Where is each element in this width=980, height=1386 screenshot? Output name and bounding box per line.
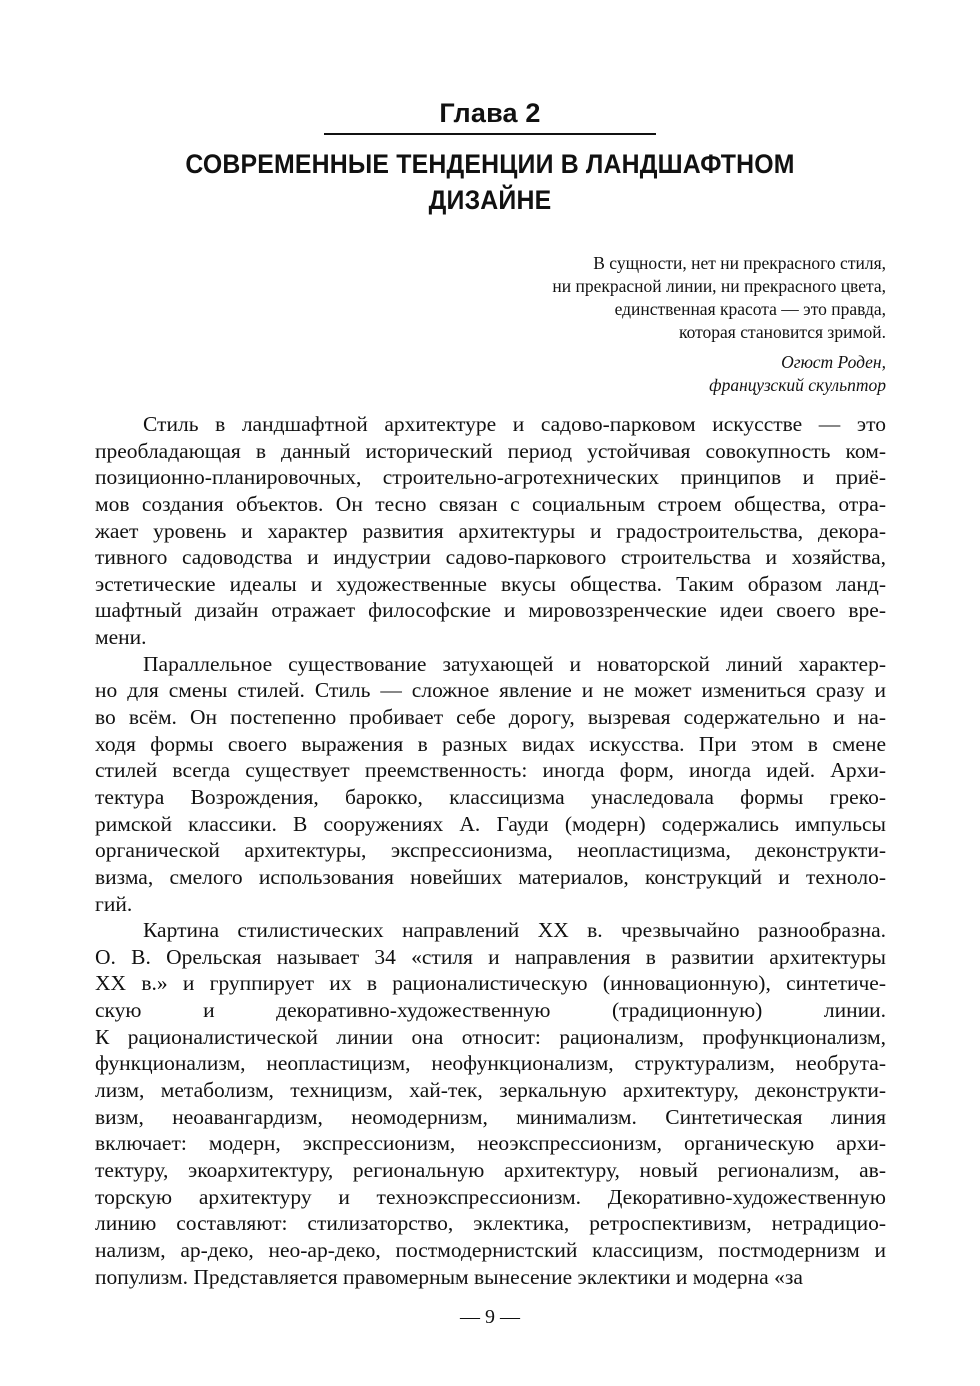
- chapter-rule: [324, 133, 656, 135]
- paragraph-line: преобладающая в данный исторический период устойчивая совокупность ком-: [95, 438, 886, 463]
- chapter-title-line: ДИЗАЙНЕ: [428, 185, 552, 215]
- paragraph-line: жает уровень и характер развития архитектуры и градостроительства, декора-: [95, 518, 886, 543]
- paragraph-line: Параллельное существование затухающей и новаторской линий характер-: [143, 651, 886, 676]
- paragraph-line: мов создания объектов. Он тесно связан с социальным строем общества, отра-: [95, 491, 886, 516]
- paragraph-line: но для смены стилей. Стиль — сложное явление и не может измениться сразу и: [95, 678, 886, 703]
- epigraph-line: ни прекрасной линии, ни прекрасного цвета,: [552, 276, 886, 296]
- paragraph-line: торскую архитектуру и техноэкспрессионизм. Декоративно-художественную: [95, 1184, 886, 1209]
- paragraph-line: Картина стилистических направлений XX в. чрезвычайно разнообразна.: [143, 918, 886, 943]
- paragraph-line: визм, неоавангардизм, неомодернизм, минимализм. Синтетическая линия: [95, 1104, 886, 1129]
- paragraph-line: функционализм, неопластицизм, неофункционализм, структурализм, необрута-: [95, 1051, 886, 1076]
- paragraph-line: во всём. Он постепенно пробивает себе дорогу, вызревая содержательно и на-: [95, 705, 886, 730]
- paragraph-line: эстетические идеалы и художественные вкусы общества. Таким образом ланд-: [95, 571, 886, 596]
- paragraph-line: скую и декоративно-художественную (традиционную) линии.: [95, 998, 886, 1023]
- paragraph-line: визма, смелого использования новейших материалов, конструкций и техноло-: [95, 864, 886, 889]
- paragraph: [95, 411, 886, 651]
- paragraph-line: тектура Возрождения, барокко, классицизма унаследовала формы греко-: [95, 784, 886, 809]
- paragraph-line: популизм. Представляется правомерным вынесение эклектики и модерна «за: [95, 1264, 803, 1289]
- epigraph-line: которая становится зримой.: [678, 322, 886, 342]
- paragraph-line: Стиль в ландшафтной архитектуре и садово-парковом искусстве — это: [143, 412, 886, 436]
- paragraph-line: включает: модерн, экспрессионизм, неоэкспрессионизм, органическую архи-: [95, 1131, 886, 1156]
- paragraph-line: мени.: [95, 625, 147, 650]
- epigraph-line: В сущности, нет ни прекрасного стиля,: [593, 253, 886, 273]
- paragraph-line: римской классики. В сооружениях А. Гауди (модерн) содержались импульсы: [95, 811, 886, 836]
- paragraph-line: лизм, метаболизм, техницизм, хай-тек, зеркальную архитектуру, деконструкти-: [95, 1078, 886, 1103]
- paragraph-line: тивного садоводства и индустрии садово-паркового строительства и хозяйства,: [95, 545, 886, 570]
- paragraph-line: стилей всегда существует преемственность: иногда форм, иногда идей. Архи-: [95, 758, 886, 783]
- chapter-title-line: СОВРЕМЕННЫЕ ТЕНДЕНЦИИ В ЛАНДШАФТНОМ: [185, 149, 795, 179]
- body-text: [95, 411, 886, 1290]
- paragraph-line: нализм, ар-деко, нео-ар-деко, постмодернистский классицизм, постмодернизм и: [95, 1237, 886, 1262]
- paragraph-line: ходя формы своего выражения в разных видах искусства. При этом в смене: [95, 731, 886, 756]
- paragraph-line: XX в.» и группирует их в рационалистическую (инновационную), синтетиче-: [95, 971, 886, 996]
- paragraph-line: О. В. Орельская называет 34 «стиля и направления в развитии архитектуры: [95, 944, 886, 969]
- epigraph-author: Огюст Роден,: [781, 352, 886, 372]
- paragraph-line: линию составляют: стилизаторство, эклектика, ретроспективизм, нетрадицио-: [95, 1211, 886, 1236]
- chapter-title: [131, 146, 849, 218]
- paragraph-line: органической архитектуры, экспрессионизма, неопластицизма, деконструкти-: [95, 838, 886, 863]
- paragraph-line: К рационалистической линии она относит: рационализм, профункционализм,: [95, 1024, 886, 1049]
- page-number: — 9 —: [460, 1306, 520, 1328]
- paragraph-line: позиционно-планировочных, строительно-агротехнических принципов и приё-: [95, 465, 886, 490]
- paragraph-line: тектуру, экоархитектуру, региональную архитектуру, новый регионализм, ав-: [95, 1157, 886, 1182]
- paragraph: [95, 917, 886, 1290]
- epigraph-line: единственная красота — это правда,: [614, 299, 886, 319]
- paragraph: [95, 651, 886, 917]
- chapter-label: Глава 2: [439, 98, 541, 128]
- epigraph: [366, 252, 886, 397]
- paragraph-line: шафтный дизайн отражает философские и мировоззренческие идеи своего вре-: [95, 598, 886, 623]
- paragraph-line: гий.: [95, 891, 133, 916]
- epigraph-author-role: французский скульптор: [709, 375, 886, 395]
